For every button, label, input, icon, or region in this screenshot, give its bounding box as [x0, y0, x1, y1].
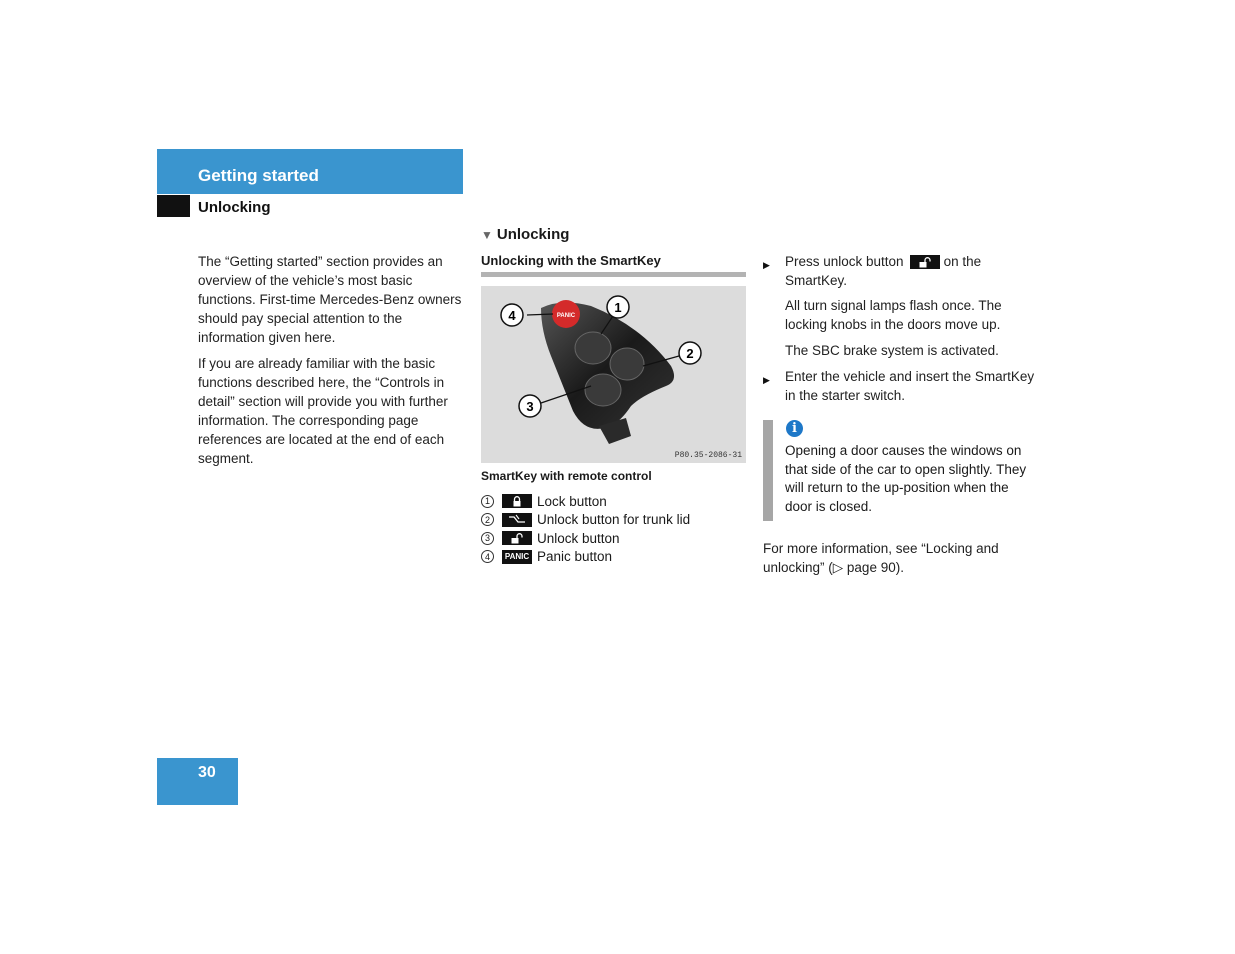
legend-item-panic: [481, 548, 761, 567]
trunk-lid-icon: [502, 513, 532, 527]
bullet-arrow-icon: ▶: [763, 375, 770, 385]
subsection-title: Unlocking: [198, 199, 271, 216]
lock-open-icon: [502, 531, 532, 545]
legend-number: 3: [481, 532, 494, 545]
svg-text:2: 2: [686, 346, 694, 361]
section-heading-text: Unlocking: [496, 226, 570, 243]
figure-caption: SmartKey with remote control: [481, 469, 652, 483]
lock-open-icon: [910, 255, 940, 269]
legend-number: 2: [481, 513, 494, 526]
section-title: Getting started: [198, 166, 319, 185]
section-heading: [481, 226, 569, 243]
legend-number: 1: [481, 495, 494, 508]
figure-code: P80.35-2086-31: [674, 451, 742, 460]
intro-paragraph-2: If you are already familiar with the basic functions described here, the “Controls in detail” section will provide you with further information. The corresponding page references are located at the end of each segment.: [198, 356, 448, 466]
smartkey-figure: [481, 286, 746, 463]
legend-label: Lock button: [537, 493, 607, 509]
triangle-down-icon: ▼: [481, 228, 493, 242]
step-unlock: [763, 252, 1038, 290]
panic-text: PANIC: [556, 313, 576, 319]
page-number: 30: [198, 764, 216, 781]
legend-item-unlock: [481, 529, 761, 548]
legend-label: Unlock button: [537, 530, 620, 546]
legend-label: Unlock button for trunk lid: [537, 512, 691, 528]
info-box: [763, 420, 1038, 521]
bullet-arrow-icon: ▶: [763, 260, 770, 270]
step-text: on the SmartKey.: [785, 254, 982, 288]
info-text: Opening a door causes the windows on that side of the car to open slightly. They will return to the up-position when the door is closed.: [785, 443, 1027, 515]
svg-text:3: 3: [526, 399, 534, 414]
legend-label: Panic button: [537, 549, 613, 565]
info-icon: i: [786, 420, 803, 437]
step-text: Press unlock button: [785, 254, 904, 269]
step-insert-key: [763, 367, 1038, 405]
panic-icon: PANIC: [502, 550, 532, 564]
legend-item-lock: [481, 492, 761, 511]
callout-2: [679, 342, 701, 364]
callout-3: [519, 395, 541, 417]
result-text: The SBC brake system is activated.: [785, 343, 999, 358]
legend-number: 4: [481, 550, 494, 563]
info-bar: [763, 420, 773, 521]
lock-closed-icon: [502, 494, 532, 508]
subheading: Unlocking with the SmartKey: [481, 253, 746, 277]
button-legend: [481, 492, 761, 566]
instructions: [763, 252, 1038, 411]
intro-text: [198, 252, 464, 475]
subsection-marker: [157, 195, 190, 217]
result-text: All turn signal lamps flash once. The locking knobs in the doors move up.: [785, 298, 1002, 332]
more-info-text: For more information, see “Locking and unlocking” (▷ page 90).: [763, 541, 999, 575]
callout-1: [607, 296, 629, 318]
callout-4: [501, 304, 523, 326]
intro-paragraph-1: The “Getting started” section provides an overview of the vehicle’s most basic functions. First-time Mercedes-Benz owners should pay special attention to the information given here.: [198, 254, 462, 345]
step-text: Enter the vehicle and insert the SmartKey in the starter switch.: [785, 369, 1035, 403]
svg-text:4: 4: [508, 308, 516, 323]
svg-text:1: 1: [614, 300, 622, 315]
smartkey-illustration: [481, 286, 746, 463]
legend-item-trunk: [481, 511, 761, 530]
